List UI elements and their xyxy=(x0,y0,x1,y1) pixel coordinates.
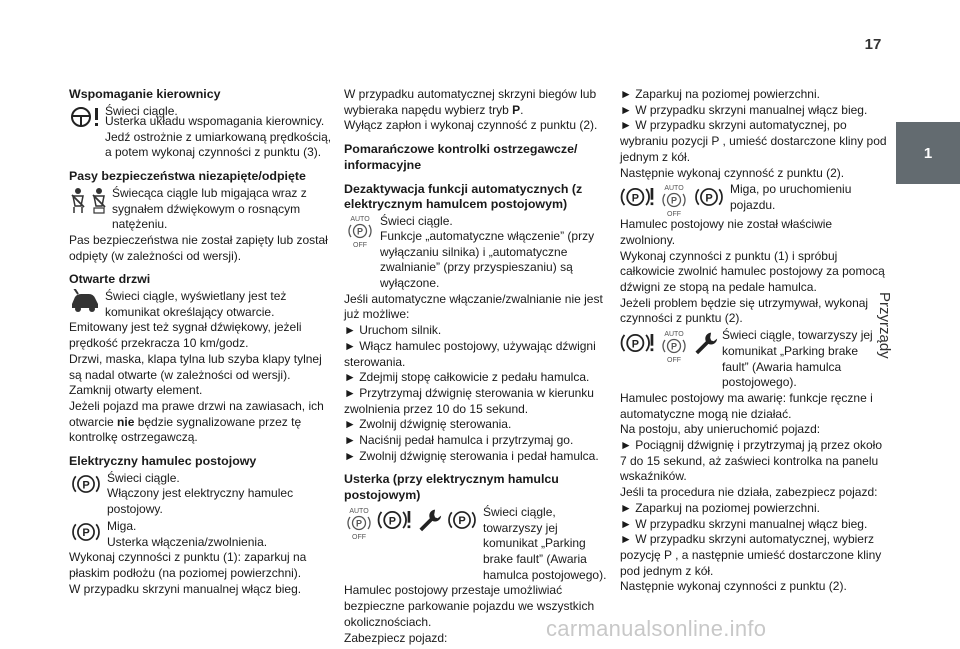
door-open-action: Zamknij otwarty element. xyxy=(69,383,203,398)
fallback-label: Jeśli ta procedura nie działa, zabezpiecz pojazd: xyxy=(620,485,878,500)
seatbelt-row xyxy=(69,186,337,233)
step-bullet: ► Zwolnij dźwignię sterowania i pedał hamulca. xyxy=(344,449,612,465)
brake-release-row xyxy=(620,182,888,217)
column-3 xyxy=(620,87,888,595)
page-number: 17 xyxy=(864,36,882,53)
step-bullet: ► Włącz hamulec postojowy, używając dźwigni sterowania. xyxy=(344,339,612,370)
brake-fault-row xyxy=(344,505,612,584)
brake-fault-heading: Usterka (przy elektrycznym hamulcu postojowym) xyxy=(344,472,559,503)
auto-off-condition: Jeśli automatyczne włączanie/zwalnianie nie jest już możliwe: xyxy=(344,291,603,322)
door-open-sound: Emitowany jest też sygnał dźwiękowy, jeżeli prędkość przekracza 10 km/godz. xyxy=(69,320,302,351)
secure-vehicle-label: Zabezpiecz pojazd: xyxy=(344,630,448,645)
seatbelt-desc: Pas bezpieczeństwa nie został zapięty lub został odpięty (w zależności od wersji). xyxy=(69,232,328,263)
seatbelt-state: Świecąca ciągle lub migająca wraz z sygnałem dźwiękowym o rosnącym natężeniu. xyxy=(112,185,307,232)
parking-brake-blink-icon xyxy=(69,519,103,545)
brake-fault-desc: Hamulec postojowy przestaje umożliwiać bezpieczne parkowanie pojazdu we wszystkich okolicznościach. xyxy=(344,583,595,629)
door-open-note: Jeżeli pojazd ma prawe drzwi na zawiasach, ich otwarcie nie będzie sygnalizowane przez tę kontrolkę ostrzegawczą. xyxy=(69,398,324,445)
step-bullet: ► W przypadku skrzyni manualnej włącz bieg. xyxy=(620,517,888,533)
power-steering-state: Świeci ciągle. xyxy=(105,103,178,118)
door-open-heading: Otwarte drzwi xyxy=(69,272,151,287)
step-bullet: ► Zwolnij dźwignię sterowania. xyxy=(344,417,612,433)
steering-warning-icon xyxy=(69,104,101,130)
auto-off-icon xyxy=(659,329,689,363)
chapter-tab[interactable]: 1 xyxy=(896,122,960,184)
brake-release-desc: Hamulec postojowy nie został właściwie zwolniony. xyxy=(620,217,833,247)
brake-release-state: Miga, po uruchomieniu pojazdu. xyxy=(730,182,852,212)
power-steering-desc: Usterka układu wspomagania kierownicy. Jedź ostrożnie z umiarkowaną prędkością, a potem wykonaj czynności z punktu (3). xyxy=(105,114,332,160)
parking-brake-blink-row xyxy=(69,519,337,550)
step-bullet: ► Naciśnij pedał hamulca i przytrzymaj go. xyxy=(344,433,612,449)
parking-brake-on-state: Świeci ciągle. xyxy=(107,470,180,485)
parking-brake-gear: W przypadku skrzyni manualnej włącz bieg. xyxy=(69,581,302,596)
seatbelt-front-icon xyxy=(69,187,87,215)
parking-brake-fault-icon xyxy=(620,183,656,217)
auto-off-state: Świeci ciągle. xyxy=(380,213,453,228)
brake-fault2-desc: Hamulec postojowy ma awarię: funkcje ręczne i automatyczne mogą nie działać. xyxy=(620,390,873,421)
parking-brake-on-row xyxy=(69,471,337,518)
ignition-step: Wyłącz zapłon i wykonaj czynność z punktu (2). xyxy=(344,118,598,133)
chapter-label: Przyrządy xyxy=(876,292,893,359)
seatbelt-rear-icon xyxy=(90,187,108,215)
step-bullet: ► Zdejmij stopę całkowicie z pedału hamulca. xyxy=(344,370,612,386)
parking-brake-on-desc: Włączony jest elektryczny hamulec postojowy. xyxy=(107,486,294,517)
seatbelt-heading: Pasy bezpieczeństwa niezapięte/odpięte xyxy=(69,169,306,184)
parking-brake-action: Wykonaj czynności z punktu (1): zaparkuj na płaskim podłożu (na poziomej powierzchni). xyxy=(69,550,307,580)
step-bullet: ► Uruchom silnik. xyxy=(344,323,612,339)
door-open-state: Świeci ciągle, wyświetlany jest też komunikat określający otwarcie. xyxy=(105,289,287,319)
brake-fault-state: Świeci ciągle, towarzyszy jej komunikat „Parking brake fault” (Awaria hamulca postojowego). xyxy=(483,504,607,582)
step-bullet: ► Pociągnij dźwignię i przytrzymaj ją przez około 7 do 15 sekund, aż zaświeci kontrolka na panelu wskaźników. xyxy=(620,438,888,485)
next-step: Następnie wykonaj czynność z punktu (2). xyxy=(620,165,845,180)
wrench-icon xyxy=(692,329,718,363)
parking-brake-heading: Elektryczny hamulec postojowy xyxy=(69,454,257,469)
parking-brake-blink-desc: Usterka włączenia/zwolnienia. xyxy=(107,534,268,549)
auto-off-desc: Funkcje „automatyczne włączenie” (przy wyłączaniu silnika) i „automatyczne zwalnianie” (przy przyspieszaniu) są wyłączone. xyxy=(380,228,595,291)
parking-brake-icon xyxy=(692,183,726,217)
door-open-icon xyxy=(69,289,101,313)
parking-brake-icon xyxy=(445,506,479,540)
parking-brake-fault-icon xyxy=(377,506,413,540)
parking-brake-fault-icon xyxy=(620,329,656,363)
watermark: carmanualsonline.info xyxy=(546,616,767,641)
auto-off-icon xyxy=(659,183,689,217)
power-steering-heading: Wspomaganie kierownicy xyxy=(69,87,221,101)
orange-warnings-heading: Pomarańczowe kontrolki ostrzegawcze/ informacyjne xyxy=(344,142,578,172)
column-1 xyxy=(69,87,337,597)
auto-off-icon xyxy=(344,214,376,248)
auto-functions-heading: Dezaktywacja funkcji automatycznych (z elektrycznym hamulcem postojowym) xyxy=(344,181,583,212)
step-bullet: ► W przypadku skrzyni manualnej włącz bieg. xyxy=(620,103,888,119)
immobilize-label: Na postoju, aby unieruchomić pojazd: xyxy=(620,422,821,437)
door-open-row xyxy=(69,289,337,320)
step-bullet: ► Zaparkuj na poziomej powierzchni. xyxy=(620,87,888,103)
step-bullet: ► Przytrzymaj dźwignię sterowania w kierunku zwolnienia przez 10 do 15 sekund. xyxy=(344,386,612,417)
step-bullet: ► Zaparkuj na poziomej powierzchni. xyxy=(620,501,888,517)
auto-gearbox-step: W przypadku automatycznej skrzyni biegów lub wybieraka napędu wybierz tryb P. xyxy=(344,87,597,117)
auto-off-icon xyxy=(344,506,374,540)
brake-release-action: Wykonaj czynności z punktu (1) i spróbuj całkowicie zwolnić hamulec postojowy za pomocą dźwigni ze stopą na pedale hamulca. xyxy=(620,248,885,295)
wrench-icon xyxy=(416,506,442,540)
brake-fault2-row xyxy=(620,328,888,391)
step-bullet: ► W przypadku skrzyni automatycznej, wybierz pozycję P , a następnie umieść dostarczone kliny pod jednym z kół. xyxy=(620,532,888,579)
brake-fault2-state: Świeci ciągle, towarzyszy jej komunikat „Parking brake fault” (Awaria hamulca postojowego). xyxy=(722,328,873,390)
parking-brake-icon xyxy=(69,471,103,497)
door-open-desc: Drzwi, maska, klapa tylna lub szyba klapy tylnej są nadal otwarte (w zależności od wersji). xyxy=(69,351,322,382)
step-bullet: ► W przypadku skrzyni automatycznej, po wybraniu pozycji P , umieść dostarczone kliny pod jednym z kół. xyxy=(620,118,888,165)
parking-brake-blink-state: Miga. xyxy=(107,518,137,533)
final-step: Następnie wykonaj czynności z punktu (2). xyxy=(620,579,847,594)
brake-release-persist: Jeżeli problem będzie się utrzymywał, wykonaj czynności z punktu (2). xyxy=(620,295,869,326)
column-2 xyxy=(344,87,612,646)
